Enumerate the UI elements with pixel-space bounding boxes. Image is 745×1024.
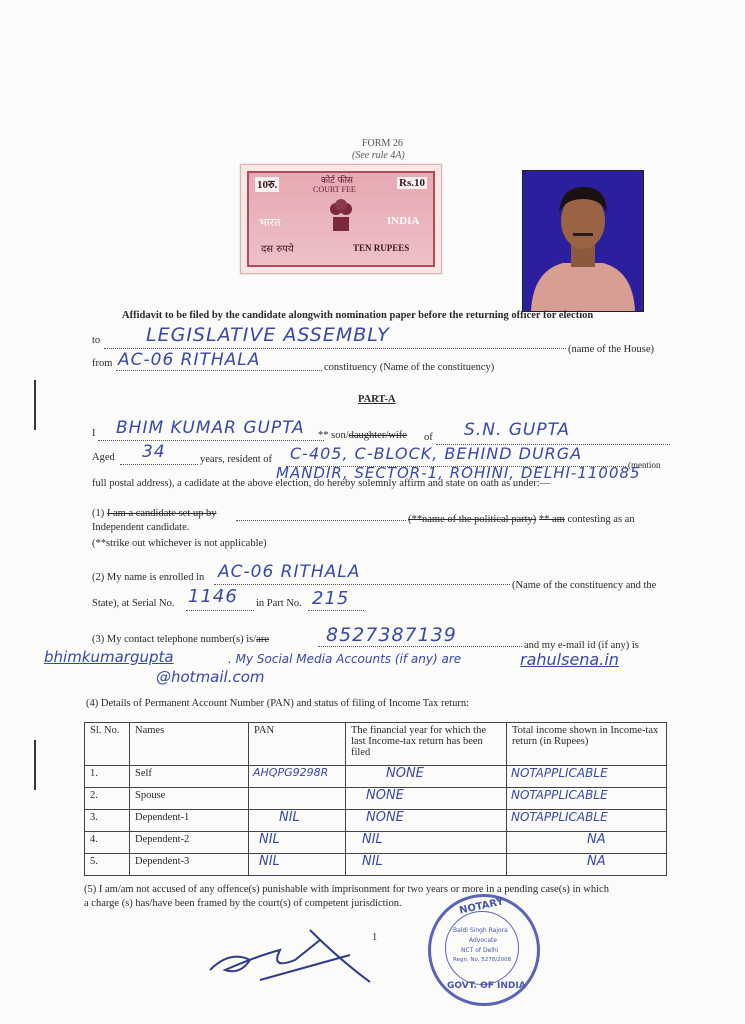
row-pan: NIL: [249, 832, 346, 854]
father-name: S.N. GUPTA: [464, 420, 571, 440]
notary-seal: [428, 894, 540, 1006]
intro-text: Affidavit to be filed by the candidate alongwith nomination paper before the returning officer for election: [122, 310, 594, 321]
to-label: to: [92, 335, 101, 346]
constituency-state-label: (Name of the constituency and the: [512, 580, 657, 591]
stamp-words: TEN RUPEES: [353, 243, 410, 253]
table-row: [85, 854, 667, 876]
accused-text-line2: a charge (s) has/have been framed by the court(s) of competent jurisdiction.: [84, 898, 402, 909]
stamp-court-fee: COURT FEE: [313, 185, 356, 194]
notary-seal-name: Baldi Singh Rajora: [453, 927, 508, 934]
header-pan: PAN: [249, 723, 346, 766]
header-income: Total income shown in Income-tax return (in Rupees): [507, 723, 667, 766]
phone-label-text: (3) My contact telephone number(s) is/: [92, 634, 257, 645]
part-no-label: in Part No.: [256, 598, 302, 609]
affirm-text: full postal address), a cadidate at the above election, do hereby solemnly affirm and state on oath as under:—: [92, 478, 551, 489]
email-label: and my e-mail id (if any) is: [524, 640, 639, 651]
row-sl: 4.: [85, 832, 130, 854]
address-line1: C-405, C-BLOCK, BEHIND DURGA: [290, 444, 583, 463]
contesting-label: contesting as an: [567, 514, 635, 525]
row-name: Dependent-3: [130, 854, 249, 876]
serial-line: [186, 610, 254, 611]
aged-label: Aged: [92, 452, 115, 463]
notary-seal-bottom: GOVT. OF INDIA: [447, 981, 526, 991]
page-number: 1: [372, 932, 378, 943]
candidate-setup-struck: I am a candidate set up by: [106, 508, 217, 519]
accused-text-line1: (5) I am/am not accused of any offence(s) punishable with imprisonment for two years or more in a pending case(s) in which: [84, 884, 609, 895]
phone-value: 8527387139: [326, 624, 457, 646]
state-serial-label: State), at Serial No.: [92, 598, 175, 609]
serial-value: 1146: [188, 586, 238, 607]
age-line: [120, 464, 198, 465]
party-line: [236, 520, 406, 521]
social-label: . My Social Media Accounts (if any) are: [228, 652, 462, 666]
enrolled-line: [214, 584, 510, 585]
signature: [200, 920, 380, 990]
row-year: NIL: [346, 854, 507, 876]
from-line: [116, 370, 322, 371]
row-name: Self: [130, 766, 249, 788]
court-fee-stamp: [240, 164, 442, 274]
row-name: Dependent-1: [130, 810, 249, 832]
row-income: NOTAPPLICABLE: [507, 788, 667, 810]
income-tax-table: [84, 722, 667, 876]
see-rule: (See rule 4A): [352, 150, 405, 161]
resident-label: years, resident of: [200, 454, 273, 465]
row-income: NOTAPPLICABLE: [507, 766, 667, 788]
of-label: of: [424, 432, 433, 443]
row-sl: 2.: [85, 788, 130, 810]
strike-note: (**strike out whichever is not applicable): [92, 538, 267, 549]
para2-line1: [92, 508, 217, 519]
header-names: Names: [130, 723, 249, 766]
enrolled-label: (2) My name is enrolled in: [92, 572, 205, 583]
pan-details-title: (4) Details of Permanent Account Number (PAN) and status of filing of Income Tax return:: [86, 698, 470, 709]
i-label: I: [92, 428, 96, 439]
row-name: Dependent-2: [130, 832, 249, 854]
row-sl: 5.: [85, 854, 130, 876]
to-line: [104, 348, 566, 349]
part-line: [308, 610, 364, 611]
party-label: [408, 514, 635, 525]
row-income: NA: [507, 854, 667, 876]
house-value: LEGISLATIVE ASSEMBLY: [146, 324, 390, 346]
constituency-label: constituency (Name of the constituency): [324, 362, 495, 373]
header-year: The financial year for which the last Income-tax return has been filed: [346, 723, 507, 766]
daughter-wife-struck: daughter/wife: [348, 430, 407, 441]
phone-label: [92, 634, 269, 645]
row-income: NA: [507, 832, 667, 854]
are-struck: are: [256, 634, 269, 645]
para2-num: (1): [92, 508, 105, 519]
independent-text: Independent candidate.: [92, 522, 190, 533]
margin-mark-bottom: [34, 740, 36, 790]
house-label: (name of the House): [568, 344, 655, 355]
name-line: [98, 440, 324, 441]
stamp-hindi-top: कोर्ट फीस: [321, 176, 353, 186]
party-label-struck: (**name of the political party): [408, 514, 537, 525]
part-value: 215: [312, 588, 350, 609]
from-label: from: [92, 358, 113, 369]
stamp-words-hindi: दस रुपये: [261, 244, 294, 255]
stamp-value-right: Rs.10: [399, 177, 425, 189]
row-pan: AHQPG9298R: [249, 766, 346, 788]
margin-mark-top: [34, 380, 36, 430]
row-year: NIL: [346, 832, 507, 854]
emblem-icon: [327, 195, 355, 235]
row-sl: 3.: [85, 810, 130, 832]
candidate-photo: [522, 170, 644, 312]
notary-seal-top: NOTARY: [458, 896, 505, 917]
row-sl: 1.: [85, 766, 130, 788]
stamp-value-left: 10रु.: [257, 179, 278, 191]
row-year: NONE: [346, 810, 507, 832]
part-a-title: PART-A: [358, 394, 396, 405]
age-value: 34: [142, 442, 166, 462]
notary-seal-regn: Regn. No. 5278/2008: [453, 957, 512, 963]
table-row: [85, 766, 667, 788]
table-row: [85, 832, 667, 854]
email-value-domain: @hotmail.com: [156, 668, 265, 686]
table-row: [85, 788, 667, 810]
phone-line: [318, 646, 522, 647]
table-row: [85, 810, 667, 832]
son-label: [318, 430, 407, 441]
stamp-country: INDIA: [387, 215, 420, 227]
row-name: Spouse: [130, 788, 249, 810]
row-pan: NIL: [249, 854, 346, 876]
row-pan: NIL: [249, 810, 346, 832]
address-line2: MANDIR, SECTOR-1, ROHINI, DELHI-110085: [276, 464, 641, 482]
am-struck: ** am: [538, 514, 565, 525]
social-value: rahulsena.in: [520, 650, 619, 669]
header-sl: Sl. No.: [85, 723, 130, 766]
row-income: NOTAPPLICABLE: [507, 810, 667, 832]
email-value: bhimkumargupta: [44, 648, 174, 666]
row-year: NONE: [346, 788, 507, 810]
mention-label: (mention: [628, 460, 661, 470]
row-year: NONE: [346, 766, 507, 788]
form-title: FORM 26: [362, 138, 403, 149]
enrolled-value: AC-06 RITHALA: [218, 562, 361, 582]
stamp-country-hindi: भारत: [259, 216, 281, 229]
from-value: AC-06 RITHALA: [118, 350, 261, 370]
notary-seal-area: NCT of Delhi: [461, 947, 499, 954]
row-pan: [249, 788, 346, 810]
son-prefix: ** son/: [318, 430, 349, 441]
notary-seal-role: Advocate: [469, 937, 498, 944]
candidate-name: BHIM KUMAR GUPTA: [116, 418, 305, 438]
